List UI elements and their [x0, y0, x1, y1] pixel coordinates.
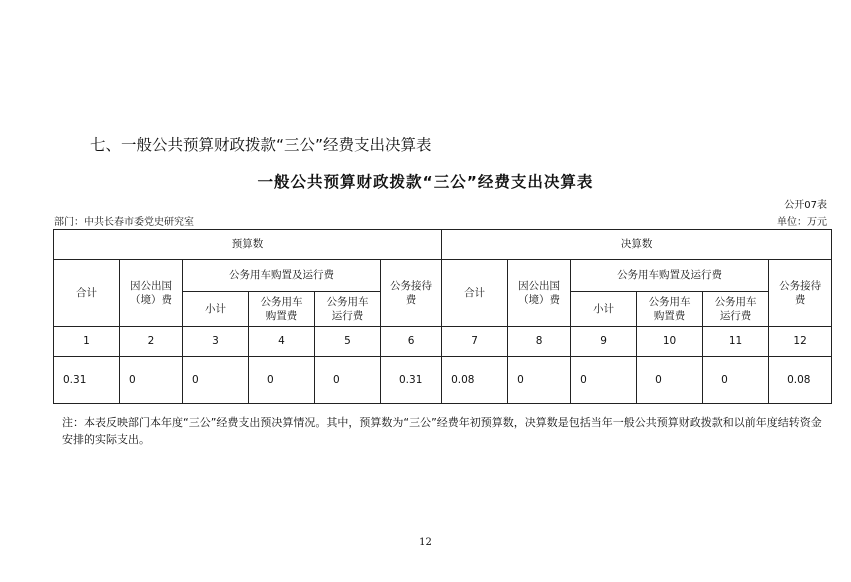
- budget-reception-header: 公务接待费: [381, 260, 442, 327]
- value-row: [54, 357, 832, 404]
- table-title: 一般公共预算财政拨款“三公”经费支出决算表: [257, 173, 594, 191]
- column-number: 3: [183, 327, 249, 357]
- budget-subtotal-value: 0: [183, 357, 249, 404]
- budget-vehicle-header: 公务用车购置及运行费: [183, 260, 381, 292]
- column-number: 12: [769, 327, 832, 357]
- form-code: 公开07表: [784, 200, 827, 211]
- table-note: 注：本表反映部门本年度“三公”经费支出预决算情况。其中，预算数为“三公”经费年初预算数，决算数是包括当年一般公共预算财政拨款和以前年度结转资金安排的实际支出。: [62, 416, 822, 446]
- final-vehicle-header: 公务用车购置及运行费: [571, 260, 769, 292]
- column-number: 4: [249, 327, 315, 357]
- column-number: 10: [637, 327, 703, 357]
- budget-abroad-header: 因公出国（境）费: [120, 260, 183, 327]
- column-number: 2: [120, 327, 183, 357]
- three-public-expenses-table: [53, 229, 832, 404]
- final-total-header: 合计: [442, 260, 508, 327]
- budget-abroad-value: 0: [120, 357, 183, 404]
- final-vehicle-purchase-value: 0: [637, 357, 703, 404]
- budget-reception-value: 0.31: [381, 357, 442, 404]
- department-label: 部门：中共长春市委党史研究室: [54, 217, 194, 228]
- budget-vehicle-purchase-value: 0: [249, 357, 315, 404]
- final-reception-header: 公务接待费: [769, 260, 832, 327]
- final-vehicle-operation-value: 0: [703, 357, 769, 404]
- budget-vehicle-operation-value: 0: [315, 357, 381, 404]
- final-subtotal-header: 小计: [571, 292, 637, 327]
- budget-vehicle-operation-header: 公务用车运行费: [315, 292, 381, 327]
- final-vehicle-purchase-header: 公务用车购置费: [637, 292, 703, 327]
- final-reception-value: 0.08: [769, 357, 832, 404]
- column-number: 6: [381, 327, 442, 357]
- unit-label: 单位：万元: [777, 217, 827, 228]
- column-number: 7: [442, 327, 508, 357]
- final-subtotal-value: 0: [571, 357, 637, 404]
- final-header: 决算数: [442, 230, 832, 260]
- page-number: 12: [419, 537, 432, 548]
- column-number: 8: [508, 327, 571, 357]
- column-number: 1: [54, 327, 120, 357]
- column-number: 9: [571, 327, 637, 357]
- budget-total-value: 0.31: [54, 357, 120, 404]
- budget-header: 预算数: [54, 230, 442, 260]
- final-vehicle-operation-header: 公务用车运行费: [703, 292, 769, 327]
- header-row-group: [54, 230, 832, 260]
- budget-vehicle-purchase-header: 公务用车购置费: [249, 292, 315, 327]
- final-abroad-header: 因公出国（境）费: [508, 260, 571, 327]
- budget-total-header: 合计: [54, 260, 120, 327]
- budget-subtotal-header: 小计: [183, 292, 249, 327]
- section-title: 七、一般公共预算财政拨款“三公”经费支出决算表: [90, 136, 432, 154]
- column-number: 5: [315, 327, 381, 357]
- final-total-value: 0.08: [442, 357, 508, 404]
- column-number: 11: [703, 327, 769, 357]
- column-number-row: [54, 327, 832, 357]
- header-row-categories: [54, 260, 832, 292]
- final-abroad-value: 0: [508, 357, 571, 404]
